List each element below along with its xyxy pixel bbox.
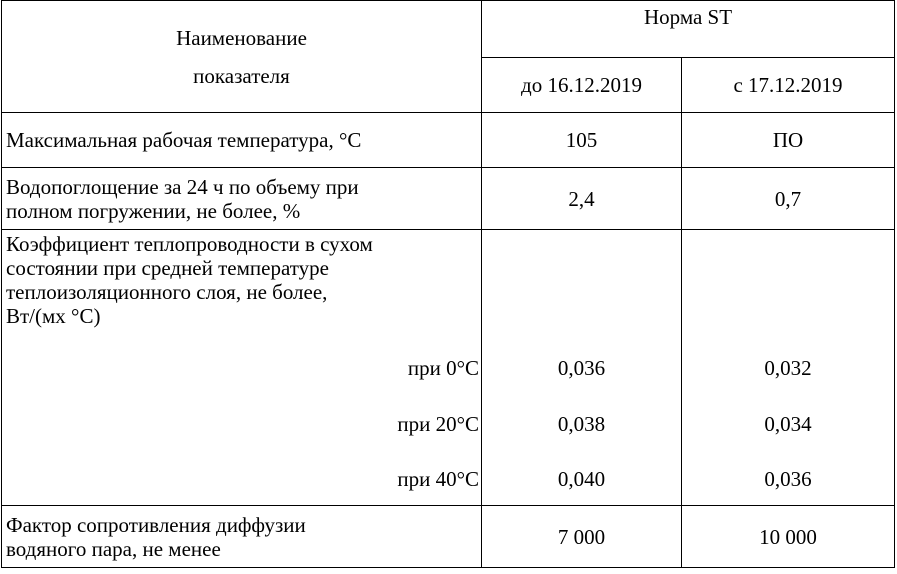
conductivity-sub-label: при 20°С (2, 394, 482, 454)
conductivity-sub-after: 0,032 (682, 342, 895, 394)
conductivity-label-line2: состоянии при средней температуре (6, 256, 329, 280)
row-label-line2: полном погружении, не более, % (6, 198, 301, 223)
table-row-conductivity-0 (2, 342, 895, 394)
conductivity-label (2, 230, 482, 342)
row-value-after: ПО (682, 113, 895, 168)
table-row-water-absorption (2, 168, 895, 230)
row-value-after: 10 000 (682, 506, 895, 568)
conductivity-sub-after: 0,036 (682, 454, 895, 506)
table-row-max-temp (2, 113, 895, 168)
norms-table (1, 0, 895, 568)
row-label-line2: водяного пара, не менее (6, 536, 221, 561)
row-label: Максимальная рабочая температура, °С (2, 113, 482, 168)
conductivity-label-line3: теплоизоляционного слоя, не более, (6, 280, 328, 304)
row-value-before: 7 000 (482, 506, 682, 568)
table-row-conductivity-40 (2, 454, 895, 506)
table-row-diffusion (2, 506, 895, 568)
header-name-line1: Наименование (176, 25, 307, 50)
table-row-conductivity-head (2, 230, 895, 342)
conductivity-sub-label: при 40°С (2, 454, 482, 506)
row-label-line1: Водопоглощение за 24 ч по объему при (6, 174, 359, 199)
conductivity-sub-before: 0,038 (482, 394, 682, 454)
conductivity-head-before (482, 230, 682, 342)
row-label-line1: Фактор сопротивления диффузии (6, 512, 306, 537)
row-value-before: 105 (482, 113, 682, 168)
table-row-conductivity-20 (2, 394, 895, 454)
conductivity-head-after (682, 230, 895, 342)
header-name-line2: показателя (193, 63, 290, 88)
header-name-cell (2, 1, 482, 113)
row-label (2, 506, 482, 568)
conductivity-sub-before: 0,040 (482, 454, 682, 506)
conductivity-label-line1: Коэффициент теплопроводности в сухом (6, 232, 373, 256)
row-label (2, 168, 482, 230)
conductivity-sub-after: 0,034 (682, 394, 895, 454)
conductivity-sub-label: при 0°С (2, 342, 482, 394)
header-norm-title: Норма ST (482, 1, 895, 58)
header-col-after: с 17.12.2019 (682, 58, 895, 113)
conductivity-sub-before: 0,036 (482, 342, 682, 394)
header-col-before: до 16.12.2019 (482, 58, 682, 113)
header-row-top (2, 1, 895, 58)
row-value-before: 2,4 (482, 168, 682, 230)
conductivity-label-line4: Вт/(мх °С) (6, 304, 101, 328)
row-value-after: 0,7 (682, 168, 895, 230)
